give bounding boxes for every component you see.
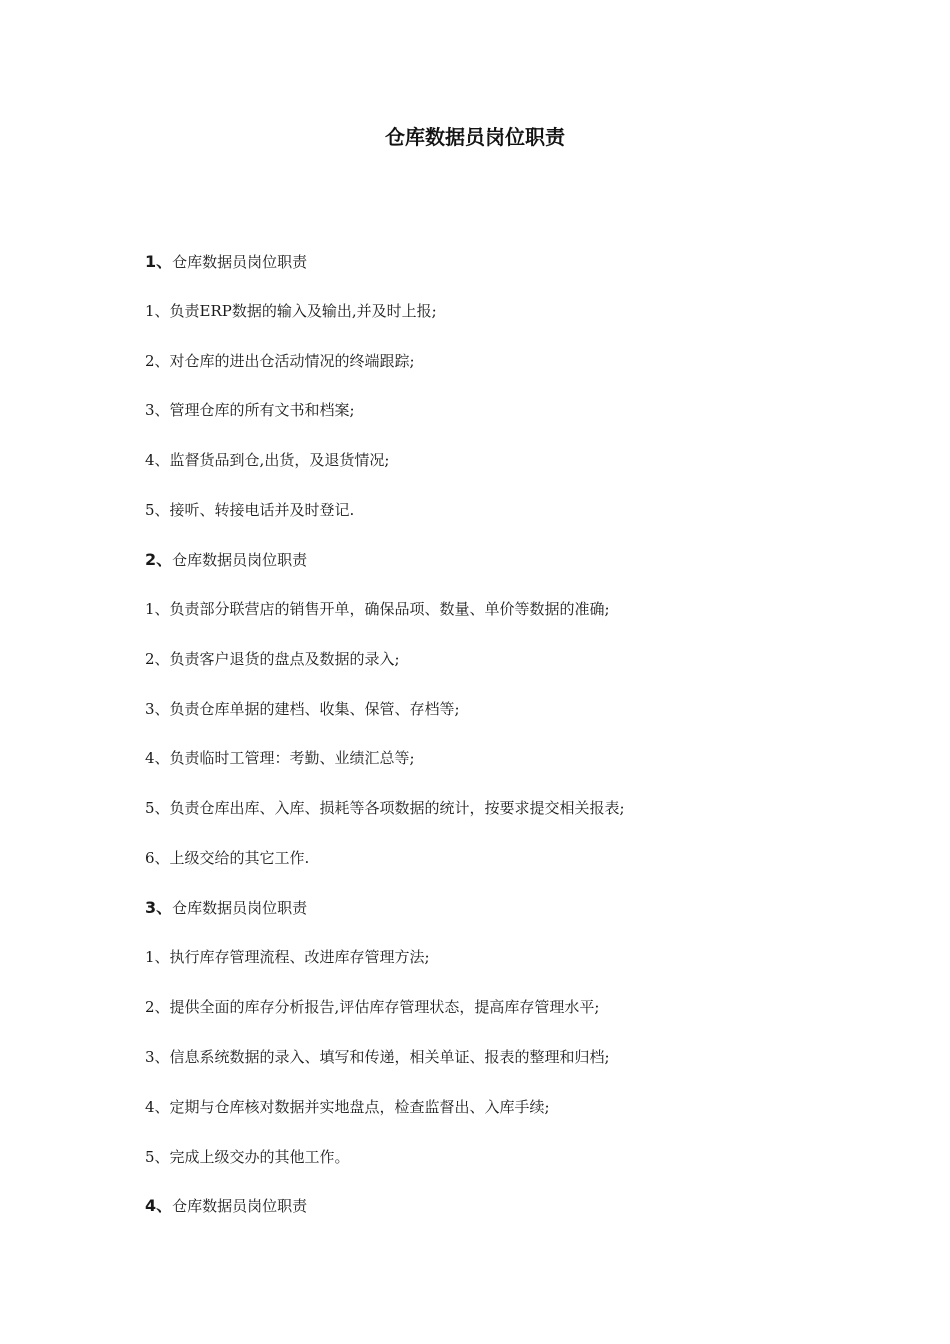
document-title: 仓库数据员岗位职责 [385,125,565,149]
item-text: 监督货品到仓,出货，及退货情况; [169,451,390,469]
item-number: 1、 [145,600,170,618]
item-number: 3、 [145,1048,170,1066]
list-item [145,1146,845,1168]
section-number: 1、 [145,252,173,271]
item-number: 2、 [145,998,170,1016]
list-item [145,996,845,1018]
item-text: 上级交给的其它工作. [169,849,310,867]
item-number: 3、 [145,401,170,419]
item-text: 执行库存管理流程、改进库存管理方法; [169,948,430,966]
item-number: 5、 [145,799,170,817]
item-text: 负责仓库单据的建档、收集、保管、存档等; [169,700,460,718]
item-number: 1、 [145,302,170,320]
item-text: 负责客户退货的盘点及数据的录入; [169,650,400,668]
list-item [145,399,845,421]
item-number: 5、 [145,1148,170,1166]
section-heading [145,251,845,273]
section-heading-text: 仓库数据员岗位职责 [172,899,308,917]
section-number: 3、 [145,898,173,917]
item-text: 对仓库的进出仓活动情况的终端跟踪; [169,352,415,370]
item-text: 定期与仓库核对数据并实地盘点，检查监督出、入库手续; [169,1098,550,1116]
item-text: 管理仓库的所有文书和档案; [169,401,355,419]
section-heading [145,897,845,919]
section-heading-text: 仓库数据员岗位职责 [172,253,308,271]
item-number: 1、 [145,948,170,966]
item-number: 2、 [145,352,170,370]
section-heading [145,549,845,571]
item-number: 4、 [145,1098,170,1116]
list-item [145,648,845,670]
section-number: 2、 [145,550,173,569]
item-text: 负责ERP数据的输入及输出,并及时上报; [169,302,437,320]
section-heading [145,1195,845,1217]
list-item [145,449,845,471]
item-number: 6、 [145,849,170,867]
item-text: 负责临时工管理：考勤、业绩汇总等; [169,749,415,767]
item-number: 4、 [145,451,170,469]
item-text: 完成上级交办的其他工作。 [169,1148,350,1166]
list-item [145,350,845,372]
list-item [145,698,845,720]
item-number: 5、 [145,501,170,519]
list-item [145,747,845,769]
item-number: 4、 [145,749,170,767]
item-number: 3、 [145,700,170,718]
list-item [145,946,845,968]
list-item [145,847,845,869]
item-text: 负责仓库出库、入库、损耗等各项数据的统计，按要求提交相关报表; [169,799,625,817]
section-number: 4、 [145,1196,173,1215]
item-text: 负责部分联营店的销售开单，确保品项、数量、单价等数据的准确; [169,600,610,618]
list-item [145,499,845,521]
section-heading-text: 仓库数据员岗位职责 [172,1197,308,1215]
item-text: 接听、转接电话并及时登记. [169,501,355,519]
item-text: 信息系统数据的录入、填写和传递，相关单证、报表的整理和归档; [169,1048,610,1066]
list-item [145,1046,845,1068]
item-text: 提供全面的库存分析报告,评估库存管理状态，提高库存管理水平; [169,998,600,1016]
list-item [145,1096,845,1118]
list-item [145,300,845,322]
item-number: 2、 [145,650,170,668]
list-item [145,598,845,620]
section-heading-text: 仓库数据员岗位职责 [172,551,308,569]
list-item [145,797,845,819]
